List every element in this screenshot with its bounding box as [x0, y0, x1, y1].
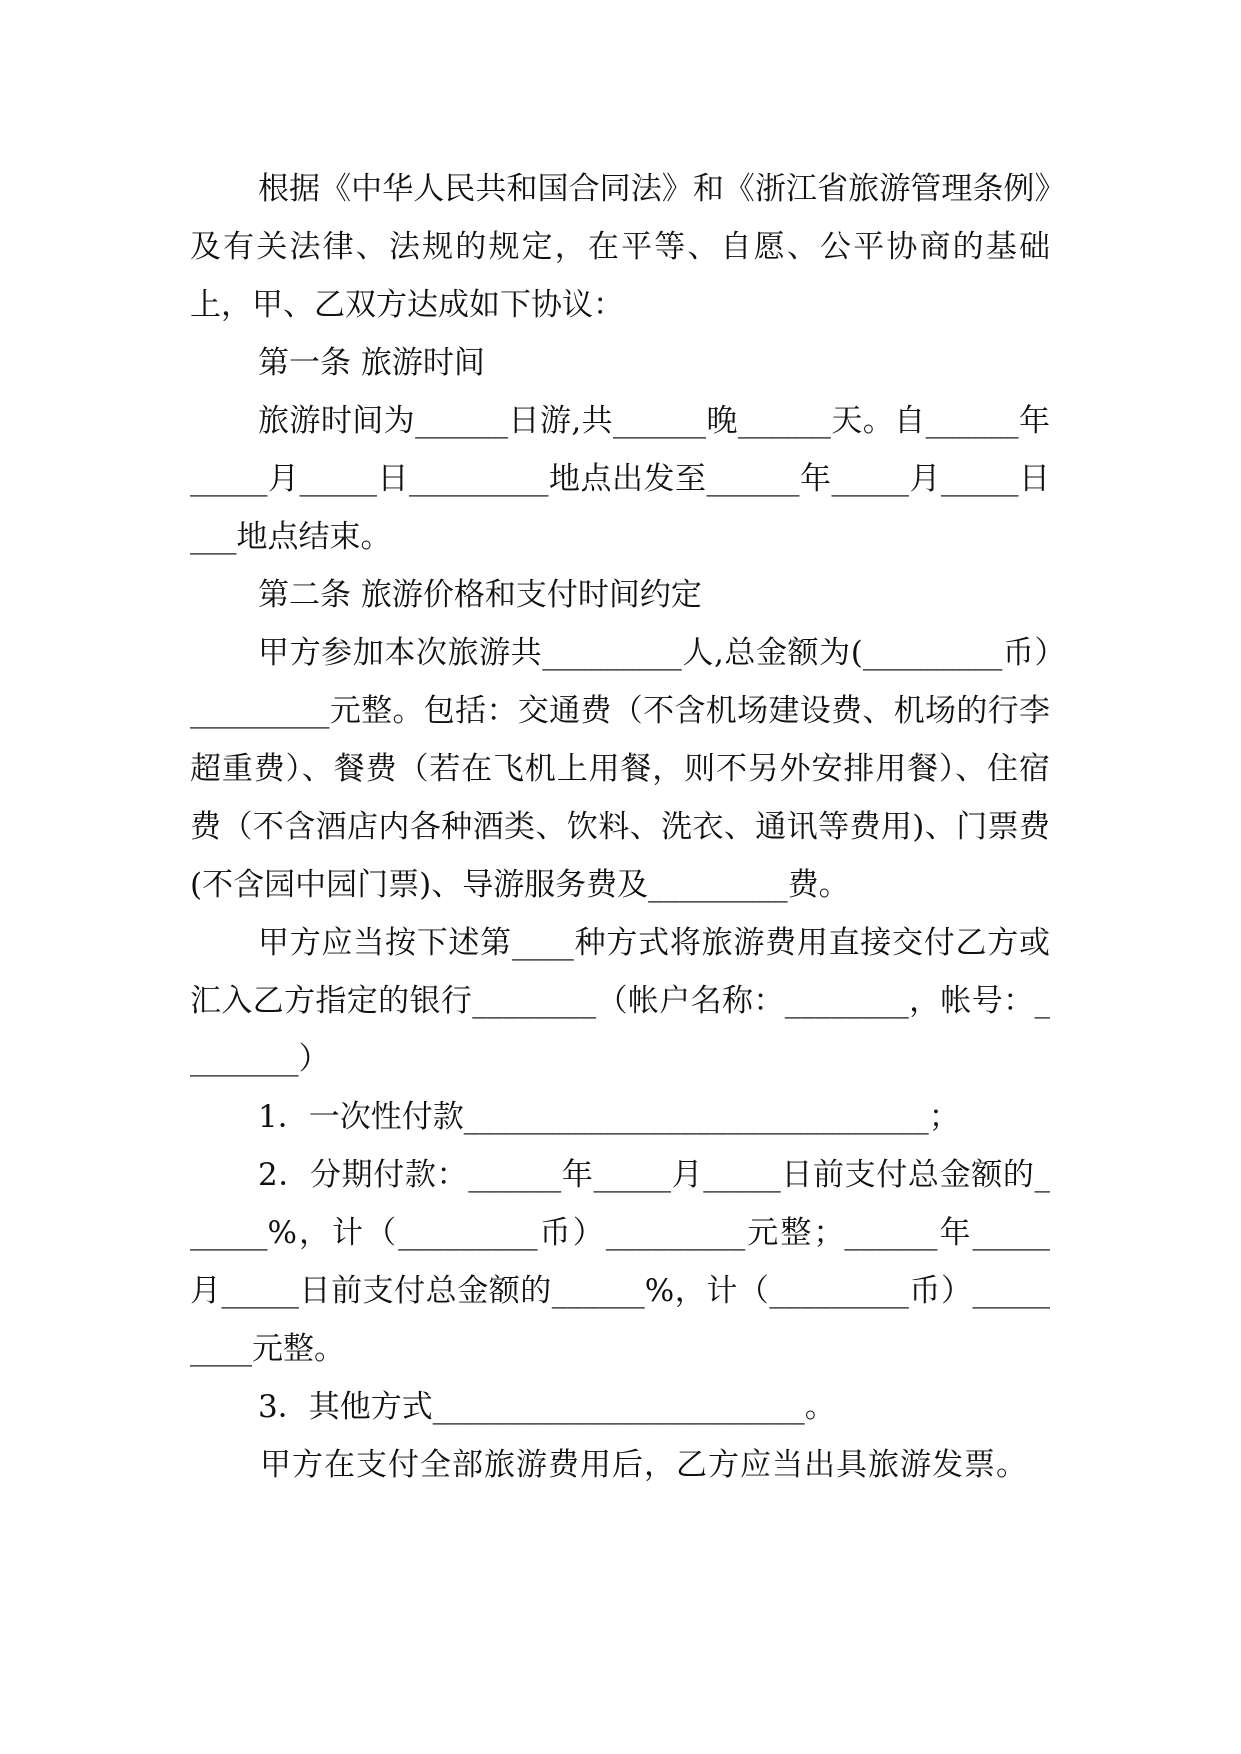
article-1-body: 旅游时间为______日游,共______晚______天。自______年_____月_____日_________地点出发至______年_____月_____日___地点结束。 [190, 403, 1050, 555]
preamble-paragraph: 根据《中华人民共和国合同法》和《浙江省旅游管理条例》及有关法律、法规的规定，在平等、自愿、公平协商的基础上，甲、乙双方达成如下协议： [190, 171, 1050, 323]
payment-option-1: 1．一次性付款______________________________； [258, 1099, 960, 1135]
article-2-price-paragraph: 甲方参加本次旅游共_________人,总金额为(_________币）_________元整。包括：交通费（不含机场建设费、机场的行李超重费）、餐费（若在飞机上用餐，则不另外安排用餐）、住宿费（不含酒店内各种酒类、饮料、洗衣、通讯等费用)、门票费(不含园中园门票)、导游服务费及_________费。 [190, 635, 1050, 903]
article-1-heading: 第一条 旅游时间 [258, 345, 485, 381]
article-2-payment-method-paragraph: 甲方应当按下述第____种方式将旅游费用直接交付乙方或汇入乙方指定的银行________（帐户名称：________，帐号：________） [190, 925, 1050, 1077]
article-2-heading: 第二条 旅游价格和支付时间约定 [258, 577, 702, 613]
payment-option-2: 2．分期付款：______年_____月_____日前支付总金额的______%，计（_________币）_________元整；______年_____月_____日前支付总金额的______%，计（_________币）_________元整。 [190, 1157, 1050, 1367]
payment-option-3: 3．其他方式________________________。 [258, 1389, 836, 1425]
contract-page [190, 160, 1050, 1494]
invoice-paragraph: 甲方在支付全部旅游费用后，乙方应当出具旅游发票。 [260, 1447, 1028, 1483]
